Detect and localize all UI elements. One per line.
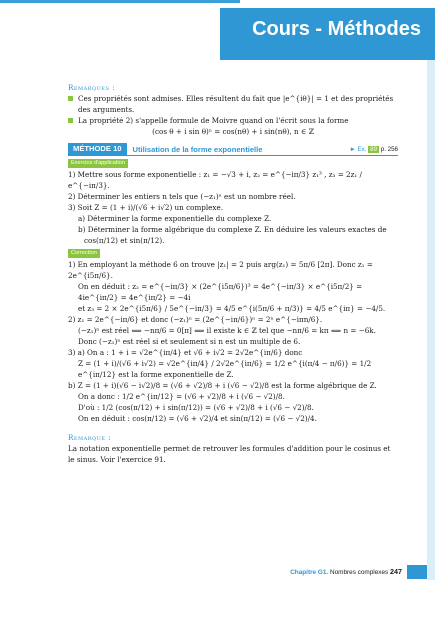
exercise-q1: 1) Mettre sous forme exponentielle : z₁ = −√3 + i, z₂ = e^{−iπ/3} z₁³ , z₃ = 2z₁ / e^{−iπ/3}. xyxy=(68,170,362,190)
exercise-q3: 3) Soit Z = (1 + i)/(√6 + i√2) un complexe. xyxy=(68,203,224,212)
footer-chapter-title: Nombres complexes xyxy=(329,569,389,576)
remark2-heading: Remarque : xyxy=(68,433,112,442)
correction-line: et z₃ = 2 × 2e^{i5π/6} / 5e^{−iπ/3} = 4/5 e^{i(5π/6 + π/3)} = 4/5 e^{iπ} = −4/5. xyxy=(78,304,386,313)
correction-line: D'où : 1/2 (cos(π/12) + i sin(π/12)) = (√6 + √2)/8 + i (√6 − √2)/8. xyxy=(78,403,314,412)
footer-chapter-label: Chapitre G1. xyxy=(290,569,329,576)
ref-prefix: ► Ex. xyxy=(349,145,367,153)
method-header xyxy=(68,143,398,156)
method-badge: MÉTHODE 10 xyxy=(68,143,127,155)
exercise-q2: 2) Déterminer les entiers n tels que (−z₁)ⁿ est un nombre réel. xyxy=(68,192,296,201)
correction-line: 1) En employant la méthode 6 on trouve |z₁| = 2 puis arg(z₁) = 5π/6 [2π]. Donc z₁ = 2e^{i5π/6}. xyxy=(68,260,373,280)
correction-line: 3) a) On a : 1 + i = √2e^{iπ/4} et √6 + i√2 = 2√2e^{iπ/6} donc xyxy=(68,348,303,357)
moivre-formula: (cos θ + i sin θ)ⁿ = cos(nθ) + i sin(nθ), n ∈ ℤ xyxy=(152,127,314,136)
correction-line: Donc (−z₁)ⁿ est réel si et seulement si n est un multiple de 6. xyxy=(78,337,301,346)
header-banner xyxy=(0,0,435,40)
header-stripe xyxy=(0,0,240,3)
correction-line: On en déduit : cos(π/12) = (√6 + √2)/4 et sin(π/12) = (√6 − √2)/4. xyxy=(78,414,317,423)
correction-line: 2) z₁ = 2e^{−iπ/6} et donc (−z₁)ⁿ = (2e^{−iπ/6})ⁿ = 2ⁿ e^{−iπn/6}. xyxy=(68,315,323,324)
header-tab xyxy=(220,8,435,60)
ref-page: p. 256 xyxy=(380,145,398,153)
page-footer xyxy=(0,567,435,579)
footer-block xyxy=(407,565,427,579)
correction-tag: Correction xyxy=(68,249,100,258)
main-content xyxy=(68,82,398,465)
correction-line: On a donc : 1/2 e^{iπ/12} = (√6 + √2)/8 + i (√6 − √2)/8. xyxy=(78,392,285,401)
remarks-heading: Remarques : xyxy=(68,83,116,92)
correction-line: On en déduit : z₂ = e^{−iπ/3} × (2e^{i5π/6})³ = 4e^{−iπ/3} × e^{i5π/2} = 4ie^{iπ/2} = 4e^{iπ/2} = −4i xyxy=(78,282,363,302)
exercise-reference[interactable] xyxy=(350,144,398,155)
exercise-q3a: a) Déterminer la forme exponentielle du complexe Z. xyxy=(78,214,272,223)
page-number: 247 xyxy=(390,567,402,576)
remark-item: La propriété 2) s'appelle formule de Moivre quand on l'écrit sous la forme xyxy=(68,115,398,126)
correction-line: Z = (1 + i)/(√6 + i√2) = √2e^{iπ/4} / 2√2e^{iπ/6} = 1/2 e^{i(π/4 − π/6)} = 1/2 e^{iπ/12} est la forme exponentielle de Z. xyxy=(78,359,372,379)
correction-line: (−z₁)ⁿ est réel ⟺ −nπ/6 = 0[π] ⟺ il existe k ∈ ℤ tel que −nπ/6 = kπ ⟺ n = −6k. xyxy=(78,326,376,335)
method-title: Utilisation de la forme exponentielle xyxy=(132,144,263,154)
remark2-text: La notation exponentielle permet de retrouver les formules d'addition pour le cosinus et le sinus. Voir l'exercice 91. xyxy=(68,444,391,464)
correction-line: b) Z = (1 + i)(√6 − i√2)/8 = (√6 + √2)/8 + i (√6 − √2)/8 est la forme algébrique de Z. xyxy=(68,381,377,390)
remark-item: Ces propriétés sont admises. Elles résultent du fait que |e^{iθ}| = 1 et des propriétés des arguments. xyxy=(68,93,398,115)
exercise-q3b: b) Déterminer la forme algébrique du complexe Z. En déduire les valeurs exactes de xyxy=(78,225,387,234)
page-title: Cours - Méthodes xyxy=(252,18,421,40)
sidebar-strip xyxy=(427,60,435,580)
ref-exercise-number: 89 xyxy=(370,145,378,153)
exercise-q3b2: cos(π/12) et sin(π/12). xyxy=(84,236,165,245)
footer-chapter xyxy=(290,567,402,576)
exercise-tag: Exercice d'application xyxy=(68,159,128,168)
